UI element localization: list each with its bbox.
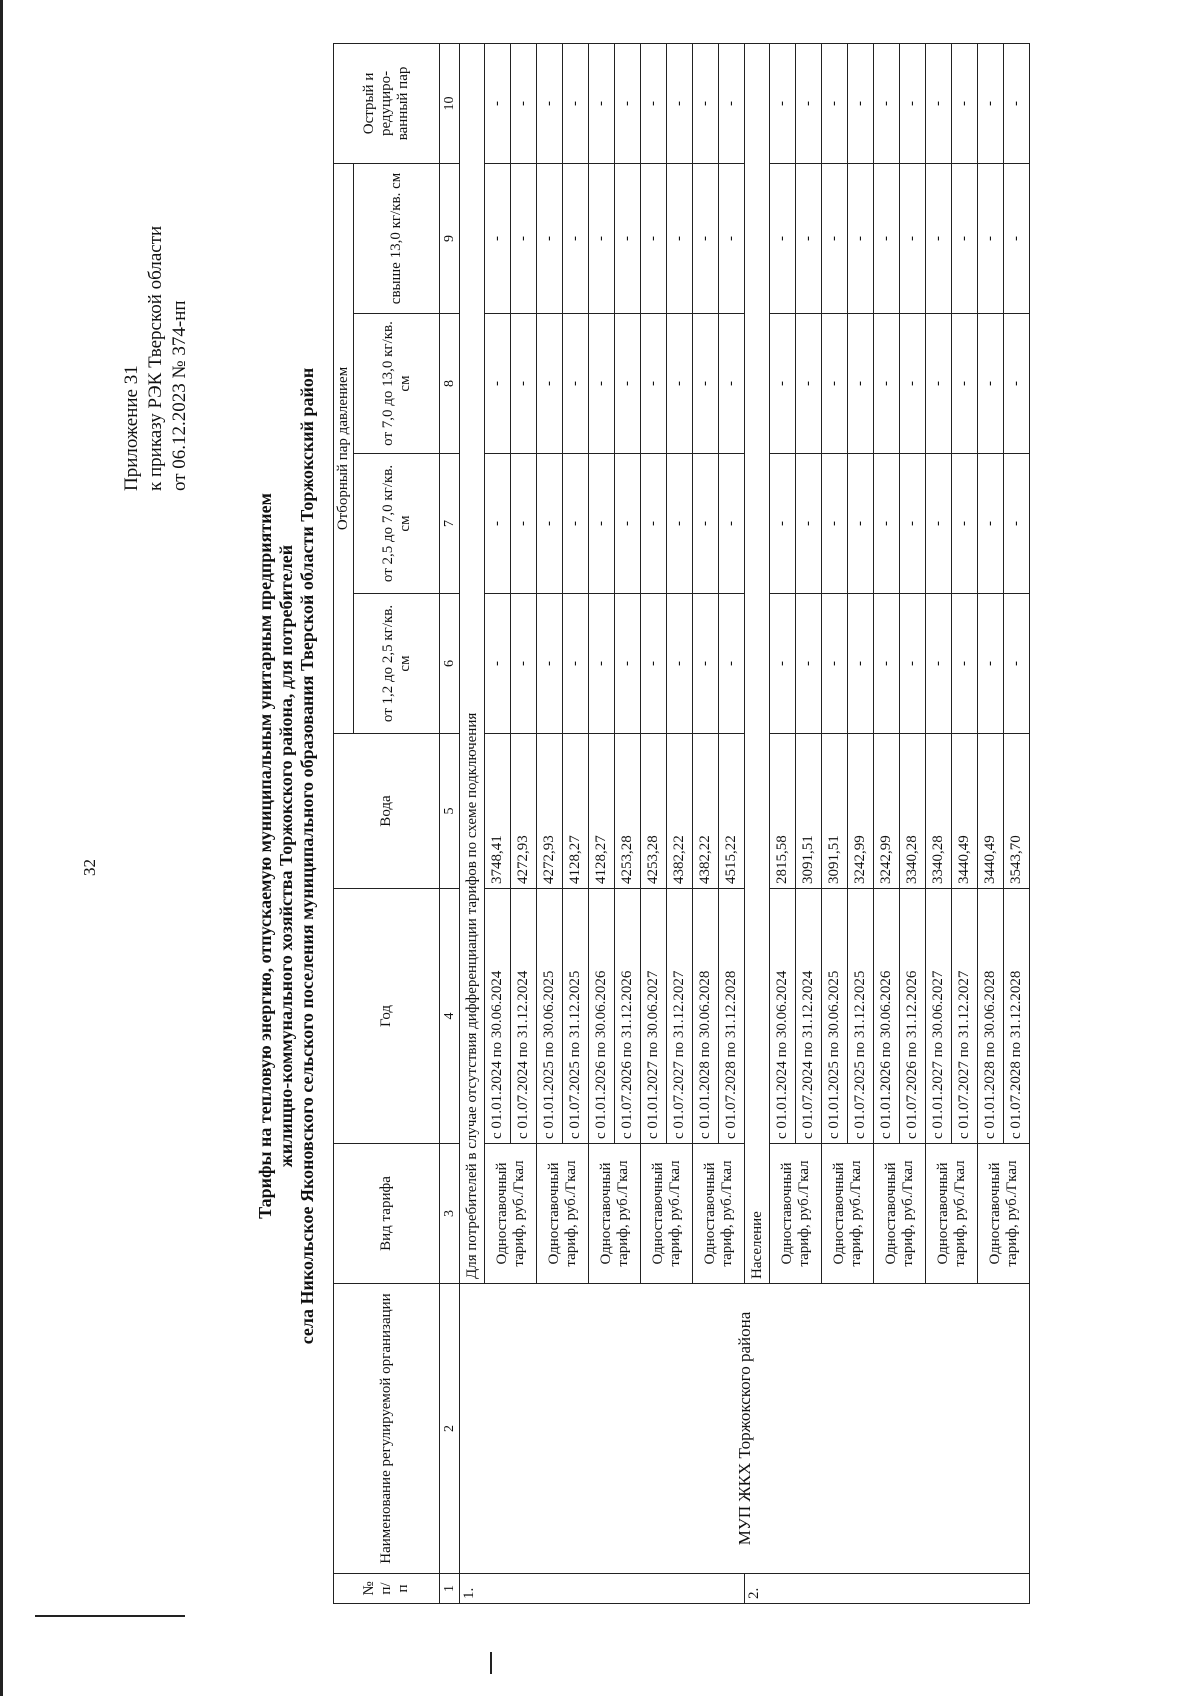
empty-value-cell: - [589, 454, 615, 594]
period-cell: с 01.01.2028 по 30.06.2028 [978, 889, 1004, 1144]
empty-value-cell: - [874, 314, 900, 454]
period-cell: с 01.01.2026 по 30.06.2026 [874, 889, 900, 1144]
empty-value-cell: - [770, 314, 796, 454]
period-cell: с 01.07.2025 по 31.12.2025 [563, 889, 589, 1144]
empty-value-cell: - [900, 454, 926, 594]
period-cell: с 01.07.2024 по 31.12.2024 [796, 889, 822, 1144]
empty-value-cell: - [485, 454, 511, 594]
section-number: 1. [460, 1574, 745, 1604]
header-num: № п/ п [334, 1574, 440, 1604]
header-steam-2: от 2,5 до 7,0 кг/кв. см [354, 454, 440, 594]
empty-value-cell: - [952, 314, 978, 454]
empty-value-cell: - [485, 594, 511, 734]
empty-value-cell: - [511, 314, 537, 454]
appendix-reference [120, 226, 192, 491]
empty-value-cell: - [1004, 43, 1030, 163]
empty-value-cell: - [1004, 163, 1030, 313]
tariff-type: Одноставочный тариф, руб./Гкал [485, 1144, 537, 1284]
period-cell: с 01.01.2028 по 30.06.2028 [693, 889, 719, 1144]
empty-value-cell: - [641, 314, 667, 454]
column-number-cell: 2 [440, 1284, 460, 1574]
period-cell: с 01.07.2025 по 31.12.2025 [848, 889, 874, 1144]
empty-value-cell: - [848, 314, 874, 454]
period-cell: с 01.07.2028 по 31.12.2028 [719, 889, 745, 1144]
water-tariff-cell: 3440,49 [978, 734, 1004, 889]
tariff-type: Одноставочный тариф, руб./Гкал [926, 1144, 978, 1284]
empty-value-cell: - [1004, 314, 1030, 454]
section-label: Для потребителей в случае отсутствия дифференциации тарифов по схеме подключения [460, 43, 485, 1283]
section-number: 2. [745, 1574, 1030, 1604]
empty-value-cell: - [926, 43, 952, 163]
column-number-cell: 10 [440, 43, 460, 163]
tariff-type: Одноставочный тариф, руб./Гкал [822, 1144, 874, 1284]
empty-value-cell: - [900, 314, 926, 454]
empty-value-cell: - [874, 163, 900, 313]
empty-value-cell: - [693, 594, 719, 734]
empty-value-cell: - [563, 43, 589, 163]
column-number-cell: 9 [440, 163, 460, 313]
water-tariff-cell: 4253,28 [641, 734, 667, 889]
header-sharp-steam: Острый и редуциро-ванный пар [334, 43, 440, 163]
tariff-type: Одноставочный тариф, руб./Гкал [978, 1144, 1030, 1284]
empty-value-cell: - [641, 454, 667, 594]
empty-value-cell: - [667, 163, 693, 313]
empty-value-cell: - [770, 594, 796, 734]
empty-value-cell: - [693, 163, 719, 313]
empty-value-cell: - [589, 43, 615, 163]
empty-value-cell: - [511, 163, 537, 313]
water-tariff-cell: 3440,49 [952, 734, 978, 889]
header-steam-1: от 1,2 до 2,5 кг/кв. см [354, 594, 440, 734]
appendix-line-1: Приложение 31 [121, 365, 142, 491]
period-cell: с 01.01.2024 по 30.06.2024 [770, 889, 796, 1144]
column-number-cell: 6 [440, 594, 460, 734]
appendix-line-2: к приказу РЭК Тверской области [145, 225, 166, 491]
empty-value-cell: - [900, 43, 926, 163]
water-tariff-cell: 3543,70 [1004, 734, 1030, 889]
empty-value-cell: - [952, 43, 978, 163]
empty-value-cell: - [537, 314, 563, 454]
empty-value-cell: - [978, 594, 1004, 734]
empty-value-cell: - [978, 43, 1004, 163]
empty-value-cell: - [589, 314, 615, 454]
empty-value-cell: - [563, 314, 589, 454]
empty-value-cell: - [615, 314, 641, 454]
header-steam-4: свыше 13,0 кг/кв. см [354, 163, 440, 313]
period-cell: с 01.01.2027 по 30.06.2027 [641, 889, 667, 1144]
water-tariff-cell: 4272,93 [511, 734, 537, 889]
empty-value-cell: - [667, 594, 693, 734]
empty-value-cell: - [770, 163, 796, 313]
header-water: Вода [334, 734, 440, 889]
period-cell: с 01.01.2024 по 30.06.2024 [485, 889, 511, 1144]
empty-value-cell: - [796, 594, 822, 734]
tariff-type: Одноставочный тариф, руб./Гкал [874, 1144, 926, 1284]
empty-value-cell: - [1004, 454, 1030, 594]
empty-value-cell: - [667, 43, 693, 163]
tariff-type: Одноставочный тариф, руб./Гкал [641, 1144, 693, 1284]
water-tariff-cell: 3242,99 [848, 734, 874, 889]
empty-value-cell: - [589, 163, 615, 313]
empty-value-cell: - [1004, 594, 1030, 734]
water-tariff-cell: 4515,22 [719, 734, 745, 889]
water-tariff-cell: 3091,51 [822, 734, 848, 889]
empty-value-cell: - [563, 454, 589, 594]
empty-value-cell: - [926, 314, 952, 454]
column-number-cell: 4 [440, 889, 460, 1144]
header-year: Год [334, 889, 440, 1144]
period-cell: с 01.01.2025 по 30.06.2025 [537, 889, 563, 1144]
header-type: Вид тарифа [334, 1144, 440, 1284]
empty-value-cell: - [848, 454, 874, 594]
empty-value-cell: - [641, 43, 667, 163]
document-title [255, 226, 318, 1486]
empty-value-cell: - [900, 594, 926, 734]
empty-value-cell: - [485, 43, 511, 163]
section-label: Население [745, 43, 770, 1283]
water-tariff-cell: 4128,27 [589, 734, 615, 889]
section-header-row [460, 43, 485, 1603]
title-line-2: жилищно-коммунального хозяйства Торжокского района, для потребителей [276, 544, 296, 1168]
title-line-3: села Никольское Яконовского сельского поселения муниципального образования Тверской области Торжокский район [297, 367, 317, 1345]
empty-value-cell: - [822, 314, 848, 454]
empty-value-cell: - [848, 43, 874, 163]
water-tariff-cell: 4253,28 [615, 734, 641, 889]
column-number-cell: 3 [440, 1144, 460, 1284]
empty-value-cell: - [822, 594, 848, 734]
appendix-line-3: от 06.12.2023 № 374-нп [169, 300, 190, 491]
period-cell: с 01.07.2026 по 31.12.2026 [615, 889, 641, 1144]
header-steam-3: от 7,0 до 13,0 кг/кв. см [354, 314, 440, 454]
empty-value-cell: - [615, 43, 641, 163]
empty-value-cell: - [719, 163, 745, 313]
empty-value-cell: - [952, 594, 978, 734]
empty-value-cell: - [537, 163, 563, 313]
empty-value-cell: - [511, 454, 537, 594]
tariff-table [333, 43, 1030, 1604]
empty-value-cell: - [900, 163, 926, 313]
period-cell: с 01.07.2024 по 31.12.2024 [511, 889, 537, 1144]
empty-value-cell: - [719, 314, 745, 454]
page-number: 32 [80, 859, 99, 876]
empty-value-cell: - [537, 43, 563, 163]
empty-value-cell: - [667, 314, 693, 454]
empty-value-cell: - [693, 454, 719, 594]
empty-value-cell: - [511, 43, 537, 163]
period-cell: с 01.07.2027 по 31.12.2027 [952, 889, 978, 1144]
empty-value-cell: - [926, 454, 952, 594]
empty-value-cell: - [978, 454, 1004, 594]
empty-value-cell: - [511, 594, 537, 734]
period-cell: с 01.01.2025 по 30.06.2025 [822, 889, 848, 1144]
water-tariff-cell: 3748,41 [485, 734, 511, 889]
empty-value-cell: - [926, 163, 952, 313]
column-number-cell: 8 [440, 314, 460, 454]
empty-value-cell: - [693, 314, 719, 454]
empty-value-cell: - [537, 454, 563, 594]
period-cell: с 01.07.2028 по 31.12.2028 [1004, 889, 1030, 1144]
tariff-table-body [460, 43, 1030, 1603]
empty-value-cell: - [796, 454, 822, 594]
empty-value-cell: - [719, 594, 745, 734]
column-number-cell: 5 [440, 734, 460, 889]
empty-value-cell: - [796, 43, 822, 163]
empty-value-cell: - [874, 594, 900, 734]
water-tariff-cell: 3091,51 [796, 734, 822, 889]
empty-value-cell: - [822, 454, 848, 594]
empty-value-cell: - [615, 163, 641, 313]
water-tariff-cell: 4382,22 [667, 734, 693, 889]
empty-value-cell: - [978, 314, 1004, 454]
period-cell: с 01.07.2026 по 31.12.2026 [900, 889, 926, 1144]
header-steam-group: Отборный пар давлением [334, 163, 354, 733]
empty-value-cell: - [822, 163, 848, 313]
water-tariff-cell: 3340,28 [926, 734, 952, 889]
tariff-type: Одноставочный тариф, руб./Гкал [537, 1144, 589, 1284]
empty-value-cell: - [822, 43, 848, 163]
empty-value-cell: - [770, 454, 796, 594]
empty-value-cell: - [563, 594, 589, 734]
empty-value-cell: - [485, 163, 511, 313]
water-tariff-cell: 3242,99 [874, 734, 900, 889]
empty-value-cell: - [615, 454, 641, 594]
empty-value-cell: - [641, 163, 667, 313]
period-cell: с 01.01.2027 по 30.06.2027 [926, 889, 952, 1144]
empty-value-cell: - [848, 163, 874, 313]
organization-name: МУП ЖКХ Торжокского района [460, 1284, 1030, 1574]
empty-value-cell: - [770, 43, 796, 163]
title-line-1: Тарифы на тепловую энергию, отпускаемую муниципальным унитарным предприятием [255, 493, 275, 1219]
empty-value-cell: - [874, 43, 900, 163]
empty-value-cell: - [952, 163, 978, 313]
column-number-cell: 7 [440, 454, 460, 594]
empty-value-cell: - [848, 594, 874, 734]
period-cell: с 01.07.2027 по 31.12.2027 [667, 889, 693, 1144]
water-tariff-cell: 4128,27 [563, 734, 589, 889]
empty-value-cell: - [719, 43, 745, 163]
column-number-cell: 1 [440, 1574, 460, 1604]
tariff-type: Одноставочный тариф, руб./Гкал [770, 1144, 822, 1284]
empty-value-cell: - [615, 594, 641, 734]
tariff-type: Одноставочный тариф, руб./Гкал [589, 1144, 641, 1284]
period-cell: с 01.01.2026 по 30.06.2026 [589, 889, 615, 1144]
empty-value-cell: - [978, 163, 1004, 313]
water-tariff-cell: 4272,93 [537, 734, 563, 889]
empty-value-cell: - [719, 454, 745, 594]
column-number-row [440, 43, 460, 1603]
empty-value-cell: - [874, 454, 900, 594]
empty-value-cell: - [796, 163, 822, 313]
water-tariff-cell: 3340,28 [900, 734, 926, 889]
empty-value-cell: - [485, 314, 511, 454]
header-org: Наименование регулируемой организации [334, 1284, 440, 1574]
empty-value-cell: - [952, 454, 978, 594]
empty-value-cell: - [693, 43, 719, 163]
water-tariff-cell: 2815,58 [770, 734, 796, 889]
empty-value-cell: - [796, 314, 822, 454]
empty-value-cell: - [667, 454, 693, 594]
water-tariff-cell: 4382,22 [693, 734, 719, 889]
empty-value-cell: - [641, 594, 667, 734]
empty-value-cell: - [926, 594, 952, 734]
empty-value-cell: - [563, 163, 589, 313]
empty-value-cell: - [589, 594, 615, 734]
tariff-type: Одноставочный тариф, руб./Гкал [693, 1144, 745, 1284]
empty-value-cell: - [537, 594, 563, 734]
